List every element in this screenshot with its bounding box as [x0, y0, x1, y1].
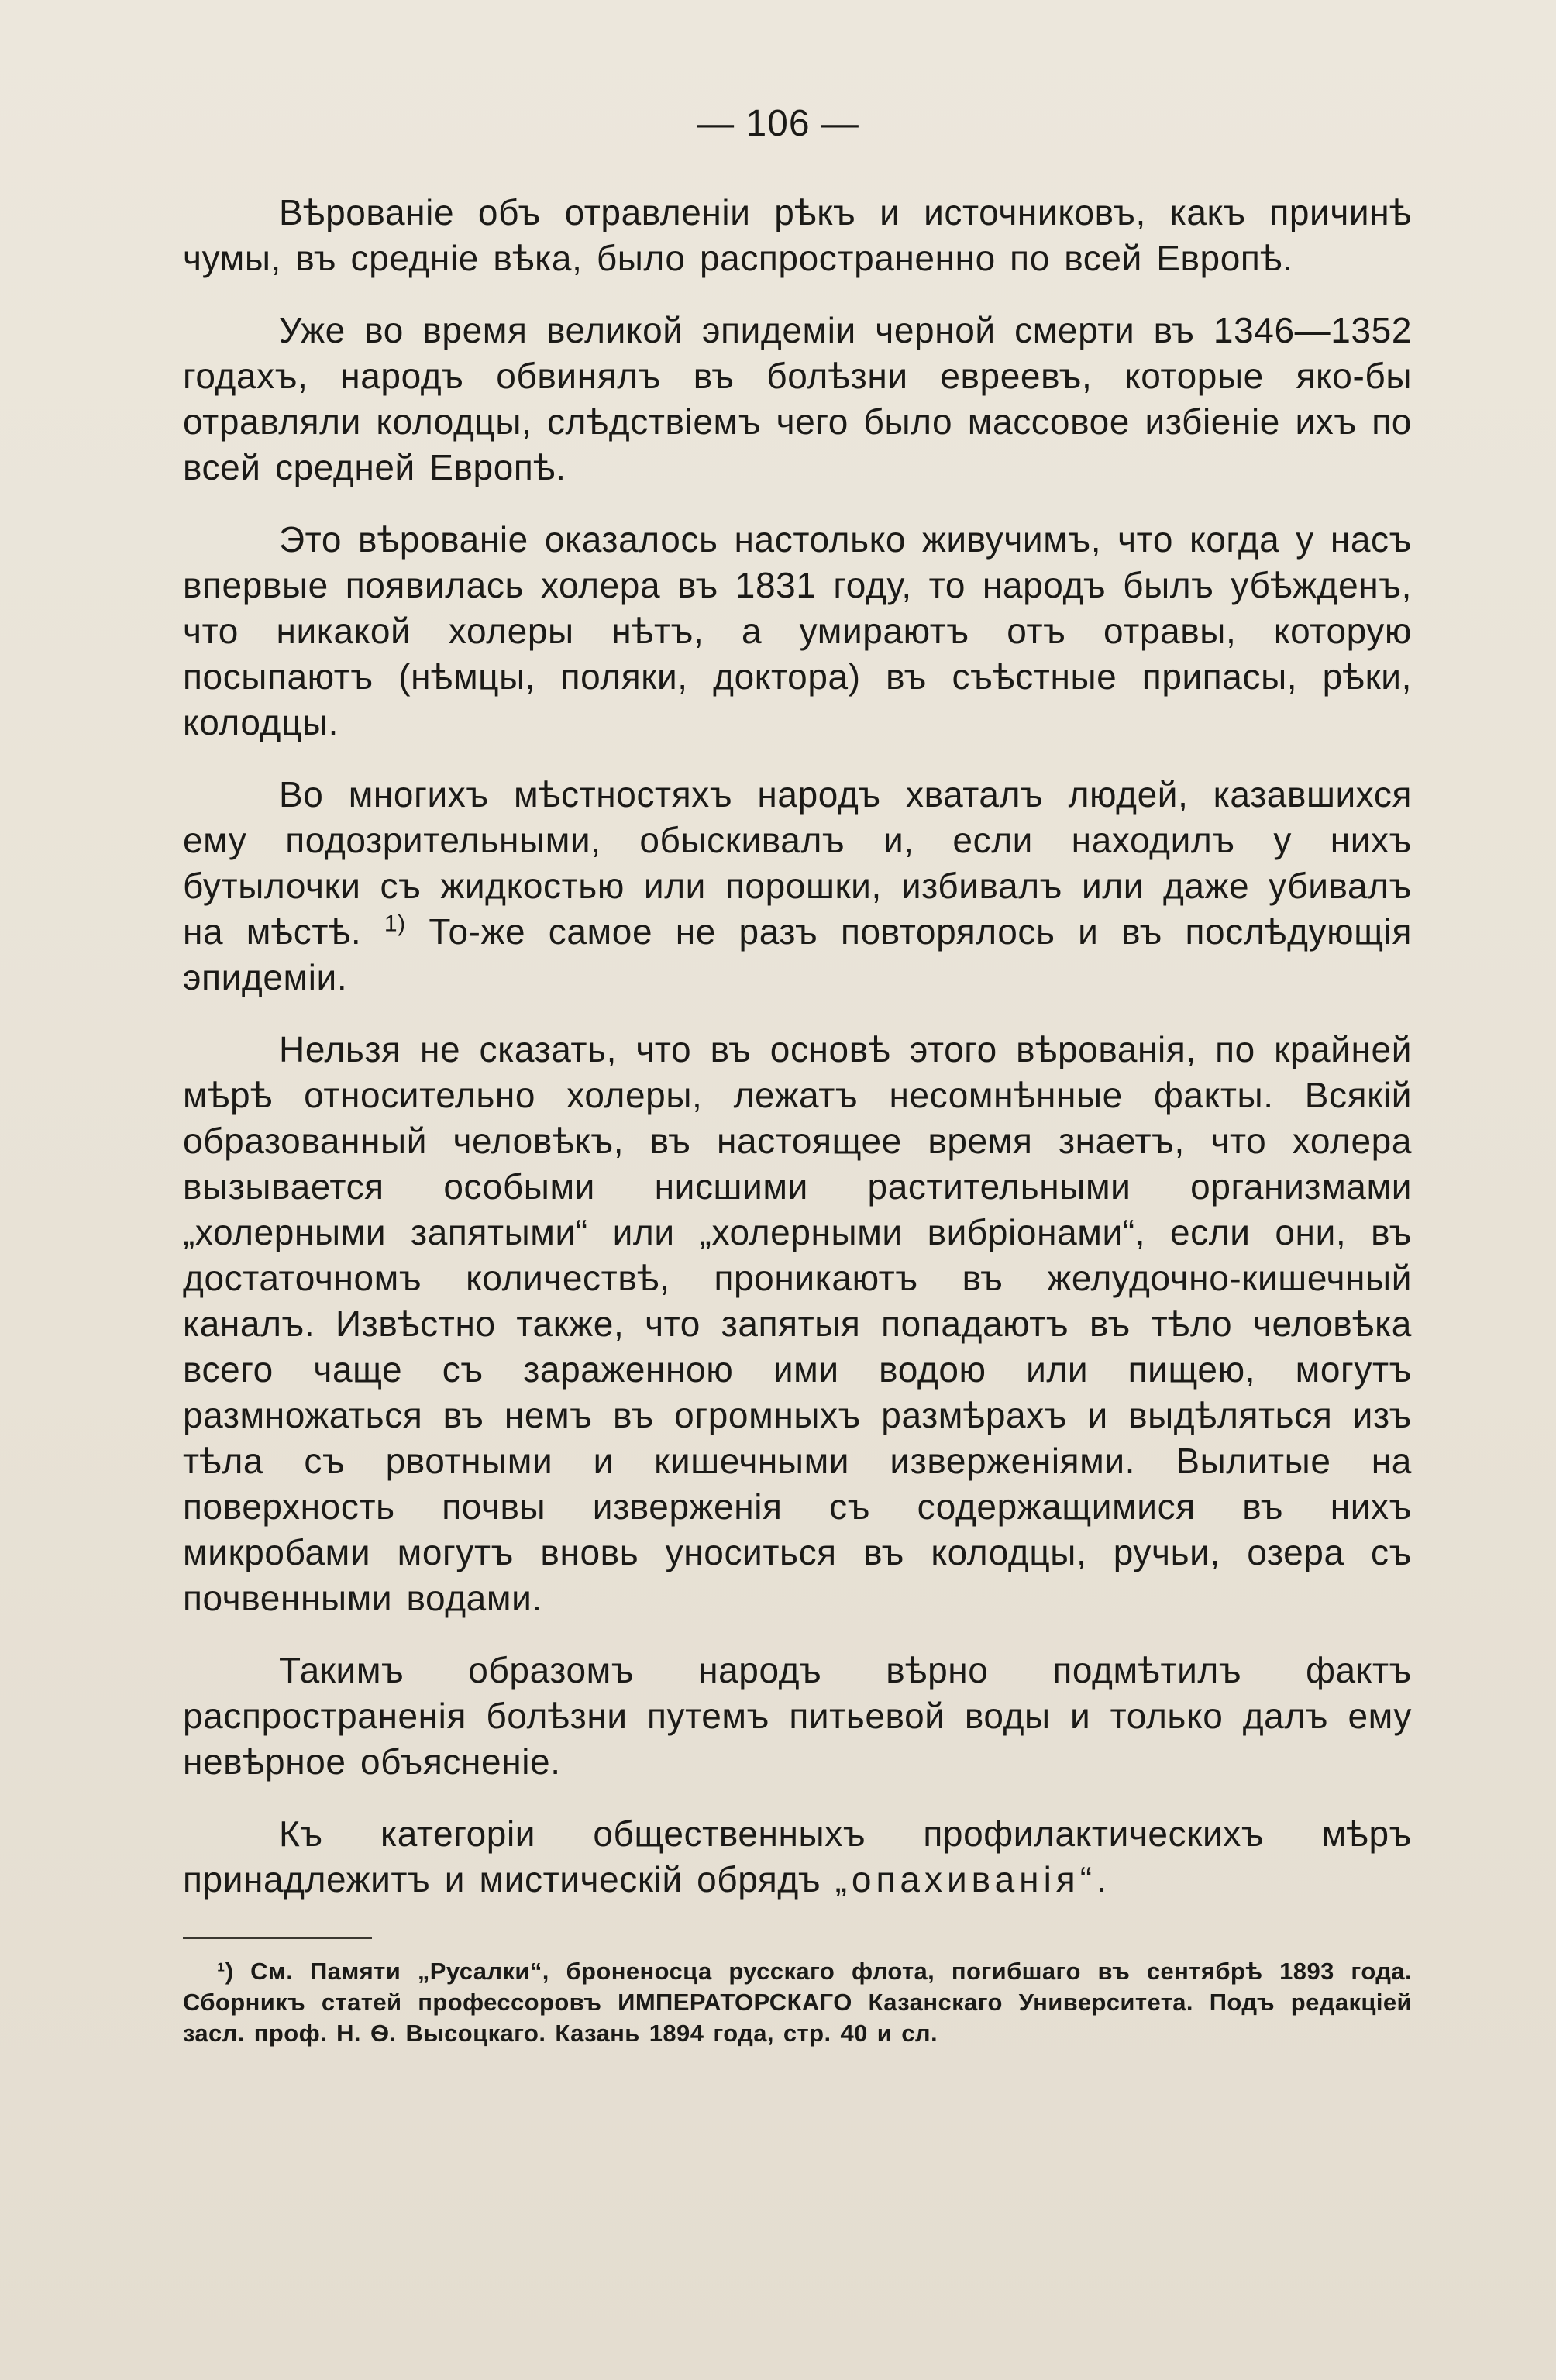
paragraph-1: Вѣрованіе объ отравленіи рѣкъ и источниковъ, какъ причинѣ чумы, въ средніе вѣка, было распространенно по всей Европѣ.	[183, 192, 1412, 278]
footnote: ¹) См. Памяти „Русалки“, броненосца русскаго флота, погибшаго въ сентябрѣ 1893 года. Сборникъ статей профессоровъ ИМПЕРАТОРСКАГО Казанскаго Университета. Подъ редакціей засл. проф. Н. Ѳ. Высоцкаго. Казань 1894 года, стр. 40 и сл.	[183, 1958, 1412, 2047]
body-text	[183, 190, 1412, 1929]
paragraph-4	[183, 772, 1412, 1001]
paragraph-4-text-after: То-же самое не разъ повторялось и въ послѣдующія эпидеміи.	[183, 911, 1412, 997]
footnote-reference: 1)	[384, 911, 406, 937]
paragraph-2: Уже во время великой эпидеміи черной смерти въ 1346—1352 годахъ, народъ обвинялъ въ болѣзни евреевъ, которые яко-бы отравляли колодцы, слѣдствіемъ чего было массовое избіеніе ихъ по всей средней Европѣ.	[183, 310, 1412, 487]
page-number: — 106 —	[697, 103, 859, 144]
footnote-separator	[183, 1937, 372, 1939]
paragraph-7-text-before: Къ категоріи общественныхъ профилактическихъ мѣръ принадлежитъ и мистическій обрядъ	[183, 1813, 1412, 1900]
paragraph-3: Это вѣрованіе оказалось настолько живучимъ, что когда у насъ впервые появилась холера въ 1831 году, то народъ былъ убѣжденъ, что никакой холеры нѣтъ, а умираютъ отъ отравы, которую посыпаютъ (нѣмцы, поляки, доктора) въ съѣстные припасы, рѣки, колодцы.	[183, 519, 1412, 742]
paragraph-6: Такимъ образомъ народъ вѣрно подмѣтилъ фактъ распространенія болѣзни путемъ питьевой воды и только далъ ему невѣрное объясненіе.	[183, 1650, 1412, 1782]
spaced-emphasis-word: „опахиванія“.	[835, 1859, 1111, 1900]
paragraph-4-text-before: Во многихъ мѣстностяхъ народъ хваталъ людей, казавшихся ему подозрительными, обыскивалъ и, если находилъ у нихъ бутылочки съ жидкостью или порошки, избивалъ или даже убивалъ на мѣстѣ.	[183, 774, 1412, 952]
paragraph-5: Нельзя не сказать, что въ основѣ этого вѣрованія, по крайней мѣрѣ относительно холеры, лежатъ несомнѣнные факты. Всякій образованный человѣкъ, въ настоящее время знаетъ, что холера вызывается особыми нисшими растительными организмами „холерными запятыми“ или „холерными вибріонами“, если они, въ достаточномъ количествѣ, проникаютъ въ желудочно-кишечный каналъ. Извѣстно также, что запятыя попадаютъ въ тѣло человѣка всего чаще съ зараженною ими водою или пищею, могутъ размножаться въ немъ въ огромныхъ размѣрахъ и выдѣляться изъ тѣла съ рвотными и кишечными изверженіями. Вылитые на поверхность почвы изверженія съ содержащимися въ нихъ микробами могутъ вновь уноситься въ колодцы, ручьи, озера съ почвенными водами.	[183, 1029, 1412, 1618]
paragraph-7	[183, 1811, 1412, 1903]
